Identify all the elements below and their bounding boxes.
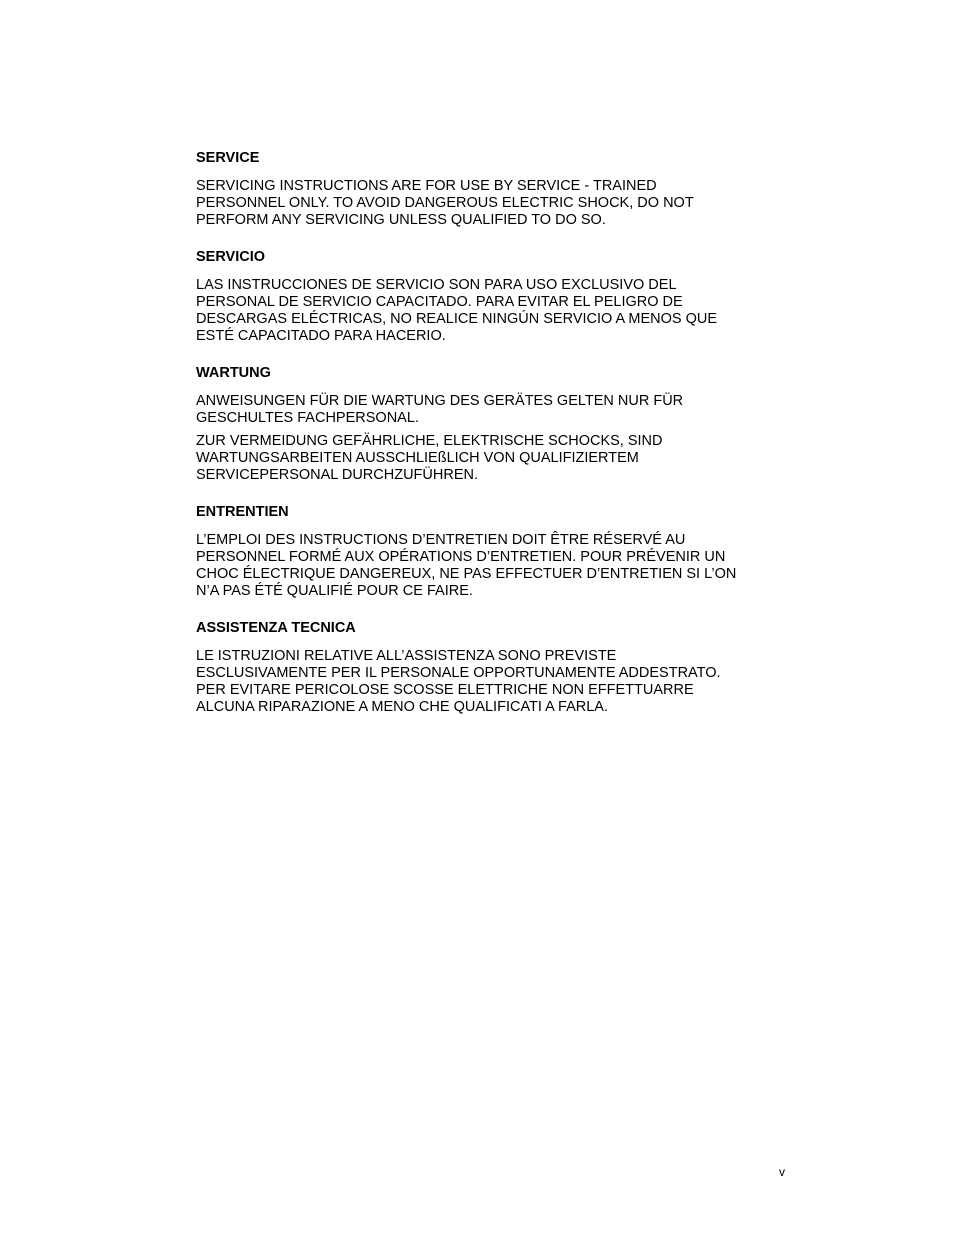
section-paragraph: ANWEISUNGEN FÜR DIE WARTUNG DES GERÄTES GELTEN NUR FÜR GESCHULTES FACHPERSONAL. xyxy=(196,393,684,426)
section-paragraph: L’EMPLOI DES INSTRUCTIONS D’ENTRETIEN DOIT ÊTRE RÉSERVÉ AU PERSONNEL FORMÉ AUX OPÉRATIONS D’ENTRETIEN. POUR PRÉVENIR UN CHOC ÉLECTRIQUE DANGEREUX, NE PAS EFFECTUER D’ENTRETIEN SI L’ON N’A PAS ÉTÉ QUALIFIÉ POUR CE FAIRE. xyxy=(196,532,737,599)
section-heading: WARTUNG xyxy=(196,365,271,381)
section-servicio xyxy=(196,249,796,345)
section-entrentien xyxy=(196,504,796,600)
section-heading: ENTRENTIEN xyxy=(196,504,289,520)
section-wartung xyxy=(196,365,796,484)
section-assistenza-tecnica xyxy=(196,620,796,716)
section-paragraph: ZUR VERMEIDUNG GEFÄHRLICHE, ELEKTRISCHE SCHOCKS, SIND WARTUNGSARBEITEN AUSSCHLIEßLICH VON QUALIFIZIERTEM SERVICEPERSONAL DURCHZUFÜHREN. xyxy=(196,433,663,483)
section-heading: ASSISTENZA TECNICA xyxy=(196,620,356,636)
section-paragraph: LAS INSTRUCCIONES DE SERVICIO SON PARA USO EXCLUSIVO DEL PERSONAL DE SERVICIO CAPACITADO. PARA EVITAR EL PELIGRO DE DESCARGAS ELÉCTRICAS, NO REALICE NINGÚN SERVICIO A MENOS QUE ESTÉ CAPACITADO PARA HACERIO. xyxy=(196,277,718,344)
section-heading: SERVICIO xyxy=(196,249,266,265)
section-paragraph: SERVICING INSTRUCTIONS ARE FOR USE BY SERVICE - TRAINED PERSONNEL ONLY. TO AVOID DANGEROUS ELECTRIC SHOCK, DO NOT PERFORM ANY SERVICING UNLESS QUALIFIED TO DO SO. xyxy=(196,178,694,228)
section-paragraph: LE ISTRUZIONI RELATIVE ALL’ASSISTENZA SONO PREVISTE ESCLUSIVAMENTE PER IL PERSONALE OPPORTUNAMENTE ADDESTRATO. PER EVITARE PERICOLOSE SCOSSE ELETTRICHE NON EFFETTUARRE ALCUNA RIPARAZIONE A MENO CHE QUALIFICATI A FARLA. xyxy=(196,648,721,715)
section-heading: SERVICE xyxy=(196,150,260,166)
page-number: v xyxy=(779,1165,785,1179)
section-service xyxy=(196,150,796,229)
document-body xyxy=(196,150,796,736)
